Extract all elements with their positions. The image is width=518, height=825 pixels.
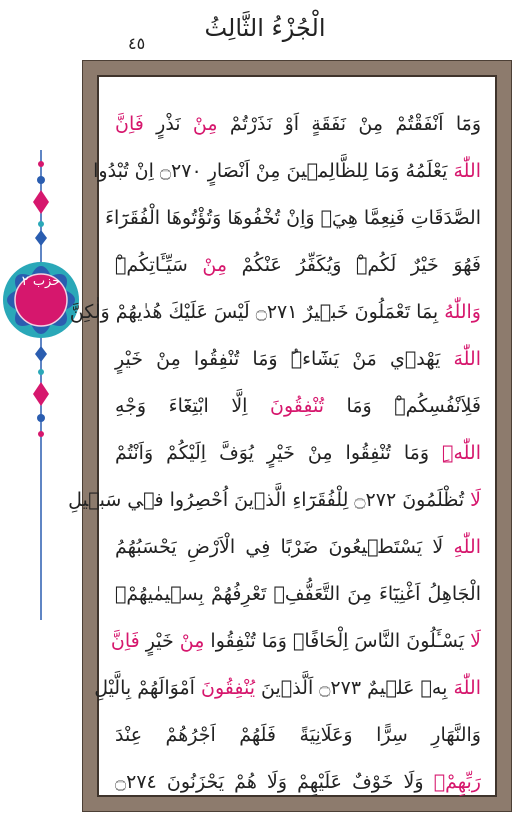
quran-text	[68, 101, 481, 793]
highlighted-word: اللّٰهِۜ	[442, 442, 481, 464]
text-segment: وَمَا تُنْفِقُوا مِنْ خَيْرٍ يُوَفَّ اِلَيْكُمْ وَاَنْتُمْ	[115, 442, 443, 464]
highlighted-word: اللّٰهَ	[453, 677, 481, 699]
text-segment: نَذْرٍ	[143, 113, 193, 135]
highlighted-word: مِنْ	[202, 254, 228, 276]
text-segment: فَلِاَنْفُسِكُمْۜ وَمَا	[324, 395, 481, 417]
highlighted-word: مِنْ	[192, 113, 218, 135]
text-segment: لَا يَسْتَط۪يعُونَ ضَرْبًا فِي الْاَرْضِ يَحْسَبُهُمُ	[115, 536, 454, 558]
text-segment: بِه۪ عَل۪يمٌ ۝٢٧٣ اَلَّذ۪ينَ	[255, 677, 454, 699]
highlighted-word: فَاِنَّ	[110, 630, 140, 652]
hizb-ornament-icon	[0, 150, 82, 620]
text-line	[115, 383, 481, 430]
text-line	[115, 430, 481, 477]
hizb-label: حزب ٢	[21, 274, 61, 289]
page-header	[0, 14, 518, 54]
text-segment: اِلَّا ابْتِغَٓاءَ وَجْهِ	[115, 395, 270, 417]
text-segment: يَهْد۪ي مَنْ يَشَٓاءُۜ وَمَا تُنْفِقُوا مِنْ خَيْرٍ	[115, 348, 454, 370]
highlighted-word: وَاللّٰهُ	[444, 301, 481, 323]
text-segment: يَسْـَٔلُونَ النَّاسَ اِلْحَافًاۜ وَمَا تُنْفِقُوا	[204, 630, 471, 652]
text-segment: خَيْرٍ	[139, 630, 180, 652]
text-line	[115, 336, 481, 383]
text-line	[115, 242, 481, 289]
text-segment: تُظْلَمُونَ ۝٢٧٢ لِلْفُقَرَٓاءِ الَّذ۪ينَ اُحْصِرُوا ف۪ي سَب۪يلِ	[68, 489, 471, 511]
text-segment: وَمَٓا اَنْفَقْتُمْ مِنْ نَفَقَةٍ اَوْ نَذَرْتُمْ	[217, 113, 481, 135]
highlighted-word: تُنْفِقُونَ	[269, 395, 324, 417]
text-line	[115, 712, 481, 759]
text-line	[115, 101, 481, 148]
text-line	[110, 618, 481, 665]
text-line	[115, 524, 481, 571]
text-segment: اَمْوَالَهُمْ بِالَّيْلِ	[94, 677, 201, 699]
highlighted-word: رَبِّهِمْۚ	[433, 771, 481, 793]
highlighted-word: يُنْفِقُونَ	[201, 677, 256, 699]
text-line	[93, 148, 481, 195]
text-segment: يَعْلَمُهُ وَمَا لِلظَّالِم۪ينَ مِنْ اَنْصَارٍ ۝٢٧٠ اِنْ تُبْدُوا	[93, 160, 454, 182]
text-line	[68, 477, 481, 524]
text-segment: الصَّدَقَاتِ فَنِعِمَّا هِيَۚ وَاِنْ تُخْفُوهَا وَتُؤْتُوهَا الْفُقَرَٓاءَ	[105, 207, 481, 229]
text-panel	[68, 75, 497, 797]
highlighted-word: فَاِنَّ	[115, 113, 144, 135]
page-number: ٤٥	[128, 34, 146, 53]
highlighted-word: اللّٰهَ	[453, 160, 481, 182]
highlighted-word: اللّٰهِ	[453, 536, 481, 558]
text-segment: بِمَا تَعْمَلُونَ خَب۪يرٌ ۝٢٧١ لَيْسَ عَلَيْكَ هُدٰيهُمْ وَلٰكِنَّ	[69, 301, 445, 323]
text-line	[69, 289, 481, 336]
highlighted-word: مِنْ	[179, 630, 205, 652]
juz-title: الْجُزْءُ الثَّالِثُ	[204, 14, 326, 42]
hizb-marker	[0, 150, 82, 620]
text-segment: وَالنَّهَارِ سِرًّا وَعَلَانِيَةً فَلَهُمْ اَجْرُهُمْ عِنْدَ	[115, 724, 481, 746]
text-segment: وَلَا خَوْفٌ عَلَيْهِمْ وَلَا هُمْ يَحْزَنُونَ ۝٢٧٤	[115, 771, 434, 793]
text-segment: الْجَاهِلُ اَغْنِيَٓاءَ مِنَ التَّعَفُّفِۚ تَعْرِفُهُمْ بِس۪يمٰيهُمْۚ	[115, 583, 481, 605]
page-frame	[68, 60, 512, 812]
text-line	[94, 665, 481, 712]
text-line	[115, 571, 481, 618]
highlighted-word: اللّٰهَ	[453, 348, 481, 370]
highlighted-word: لَا	[470, 630, 481, 652]
highlighted-word: لَا	[470, 489, 481, 511]
text-line	[115, 759, 481, 806]
text-line	[105, 195, 481, 242]
text-segment: فَهُوَ خَيْرٌ لَكُمْۜ وَيُكَفِّرُ عَنْكُمْ	[227, 254, 481, 276]
text-segment: سَيِّـَٔاتِكُمْۜ	[115, 254, 203, 276]
